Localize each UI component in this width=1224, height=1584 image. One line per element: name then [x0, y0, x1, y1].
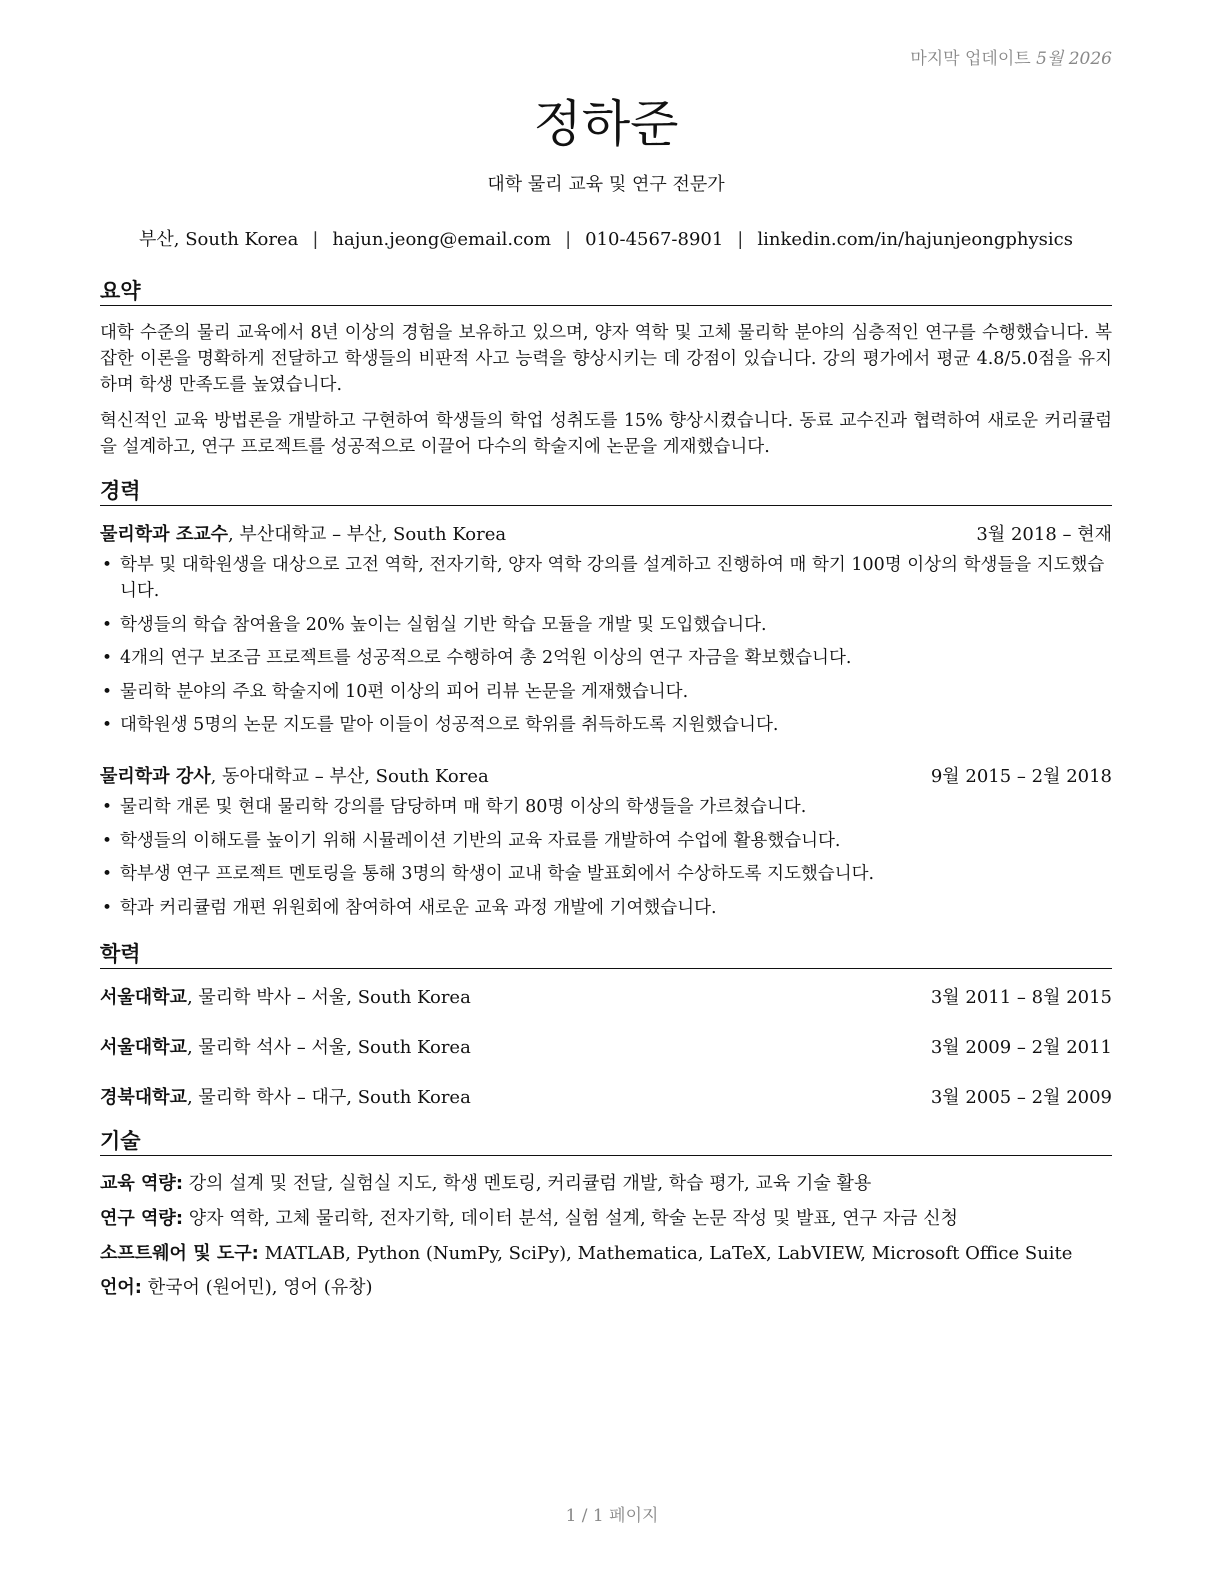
bullet-text: 학과 커리큘럼 개편 위원회에 참여하여 새로운 교육 과정 개발에 기여했습니다. [120, 897, 717, 918]
bullet-text: 학부생 연구 프로젝트 멘토링을 통해 3명의 학생이 교내 학술 발표회에서 수상하도록 지도했습니다. [120, 864, 875, 884]
bullet-icon: • [102, 681, 113, 702]
contact-phone: 010-4567-8901 [585, 229, 724, 250]
contact-separator: | [565, 229, 572, 250]
bullet-text: 대학원생 5명의 논문 지도를 맡아 이들이 성공적으로 학위를 취득하도록 지원했습니다. [120, 715, 779, 735]
education-school: 서울대학교 [100, 1037, 187, 1058]
page-number: 1 / 1 페이지 [565, 1506, 659, 1526]
list-item [100, 552, 1112, 604]
list-item [100, 645, 1112, 671]
education-school: 서울대학교 [100, 987, 187, 1008]
bullet-icon: • [102, 648, 113, 668]
bullet-text: 물리학 개론 및 현대 물리학 강의를 담당하며 매 학기 80명 이상의 학생들을 가르쳤습니다. [120, 797, 807, 817]
job-header [100, 522, 1112, 548]
contact-location: 부산, South Korea [139, 229, 299, 250]
bullet-icon: • [102, 897, 113, 918]
education-dates: 3월 2011 – 8월 2015 [930, 987, 1112, 1008]
list-item [100, 895, 1112, 921]
bullet-text: 학생들의 이해도를 높이기 위해 시뮬레이션 기반의 교육 자료를 개발하여 수업에 활용했습니다. [120, 830, 841, 851]
bullet-text: 물리학 분야의 주요 학술지에 10편 이상의 피어 리뷰 논문을 게재했습니다. [120, 681, 689, 702]
job-bullets [100, 552, 1112, 746]
skill-label: 소프트웨어 및 도구: [100, 1243, 259, 1264]
job-header [100, 764, 1112, 790]
job-bullets [100, 794, 1112, 928]
summary-paragraph: 대학 수준의 물리 교육에서 8년 이상의 경험을 보유하고 있으며, 양자 역학 및 고체 물리학 분야의 심층적인 연구를 수행했습니다. 복잡한 이론을 명확하게 전달하고 학생들의 비판적 사고 능력을 향상시키는 데 강점이 있습니다. 강의 평가에서 평균 4.8/5.0점을 유지하며 학생 만족도를 높였습니다. [100, 323, 1112, 395]
education-detail: , 물리학 석사 – 서울, South Korea [186, 1037, 471, 1058]
bullet-icon: • [102, 830, 113, 851]
last-updated-label: 마지막 업데이트 [910, 49, 1031, 69]
job-role: 물리학과 조교수 [100, 524, 228, 545]
education-detail: , 물리학 박사 – 서울, South Korea [186, 987, 471, 1008]
job-role: 물리학과 강사 [100, 766, 211, 787]
skill-label: 교육 역량: [100, 1173, 184, 1194]
candidate-headline: 대학 물리 교육 및 연구 전문가 [487, 174, 725, 195]
list-item [100, 828, 1112, 854]
list-item [100, 794, 1112, 820]
job-dates: 9월 2015 – 2월 2018 [930, 766, 1112, 787]
contact-line [100, 225, 1112, 251]
contact-linkedin[interactable]: linkedin.com/in/hajunjeongphysics [757, 229, 1073, 250]
resume-page [100, 0, 1112, 1584]
education-school: 경북대학교 [100, 1087, 187, 1108]
skill-value: MATLAB, Python (NumPy, SciPy), Mathematica, LaTeX, LabVIEW, Microsoft Office Suite [258, 1243, 1073, 1264]
education-item [100, 985, 1112, 1011]
education-item [100, 1085, 1112, 1111]
skill-row [100, 1171, 1112, 1197]
skill-label: 연구 역량: [100, 1208, 184, 1229]
education-dates: 3월 2005 – 2월 2009 [930, 1087, 1112, 1108]
bullet-icon: • [102, 715, 113, 735]
bullet-text: 학생들의 학습 참여율을 20% 높이는 실험실 기반 학습 모듈을 개발 및 도입했습니다. [120, 614, 767, 635]
bullet-icon: • [102, 555, 113, 575]
skill-value: 한국어 (원어민), 영어 (유창) [141, 1277, 373, 1298]
job-dates: 3월 2018 – 현재 [976, 524, 1112, 545]
bullet-icon: • [102, 797, 113, 817]
education-detail: , 물리학 학사 – 대구, South Korea [186, 1087, 471, 1108]
contact-email[interactable]: hajun.jeong@email.com [332, 229, 552, 250]
section-title-experience: 경력 [100, 478, 1112, 506]
job-org: , 동아대학교 – 부산, South Korea [210, 766, 489, 787]
skill-row [100, 1275, 1112, 1301]
bullet-icon: • [102, 864, 113, 884]
last-updated-date: 5월 2026 [1036, 49, 1112, 69]
skill-row [100, 1241, 1112, 1267]
list-item [100, 861, 1112, 887]
skill-label: 언어: [100, 1277, 142, 1298]
job-org: , 부산대학교 – 부산, South Korea [227, 524, 507, 545]
skill-value: 강의 설계 및 전달, 실험실 지도, 학생 멘토링, 커리큘럼 개발, 학습 평가, 교육 기술 활용 [183, 1173, 872, 1194]
last-updated [910, 44, 1112, 69]
education-dates: 3월 2009 – 2월 2011 [930, 1037, 1112, 1058]
bullet-text: 4개의 연구 보조금 프로젝트를 성공적으로 수행하여 총 2억원 이상의 연구 자금을 확보했습니다. [120, 648, 852, 668]
section-title-summary: 요약 [100, 278, 1112, 306]
candidate-name: 정하준 [533, 95, 679, 153]
section-title-skills: 기술 [100, 1128, 1112, 1156]
bullet-text: 학부 및 대학원생을 대상으로 고전 역학, 전자기학, 양자 역학 강의를 설계하고 진행하여 매 학기 100명 이상의 학생들을 지도했습니다. [120, 555, 1105, 601]
list-item [100, 679, 1112, 705]
education-item [100, 1035, 1112, 1061]
summary-paragraph: 혁신적인 교육 방법론을 개발하고 구현하여 학생들의 학업 성취도를 15% 향상시켰습니다. 동료 교수진과 협력하여 새로운 커리큘럼을 설계하고, 연구 프로젝트를 성공적으로 이끌어 다수의 학술지에 논문을 게재했습니다. [100, 411, 1112, 457]
list-item [100, 712, 1112, 738]
section-title-education: 학력 [100, 941, 1112, 969]
bullet-icon: • [102, 614, 113, 635]
list-item [100, 612, 1112, 638]
contact-separator: | [312, 229, 319, 250]
contact-separator: | [737, 229, 744, 250]
skill-value: 양자 역학, 고체 물리학, 전자기학, 데이터 분석, 실험 설계, 학술 논문 작성 및 발표, 연구 자금 신청 [183, 1208, 958, 1229]
skill-row [100, 1206, 1112, 1232]
